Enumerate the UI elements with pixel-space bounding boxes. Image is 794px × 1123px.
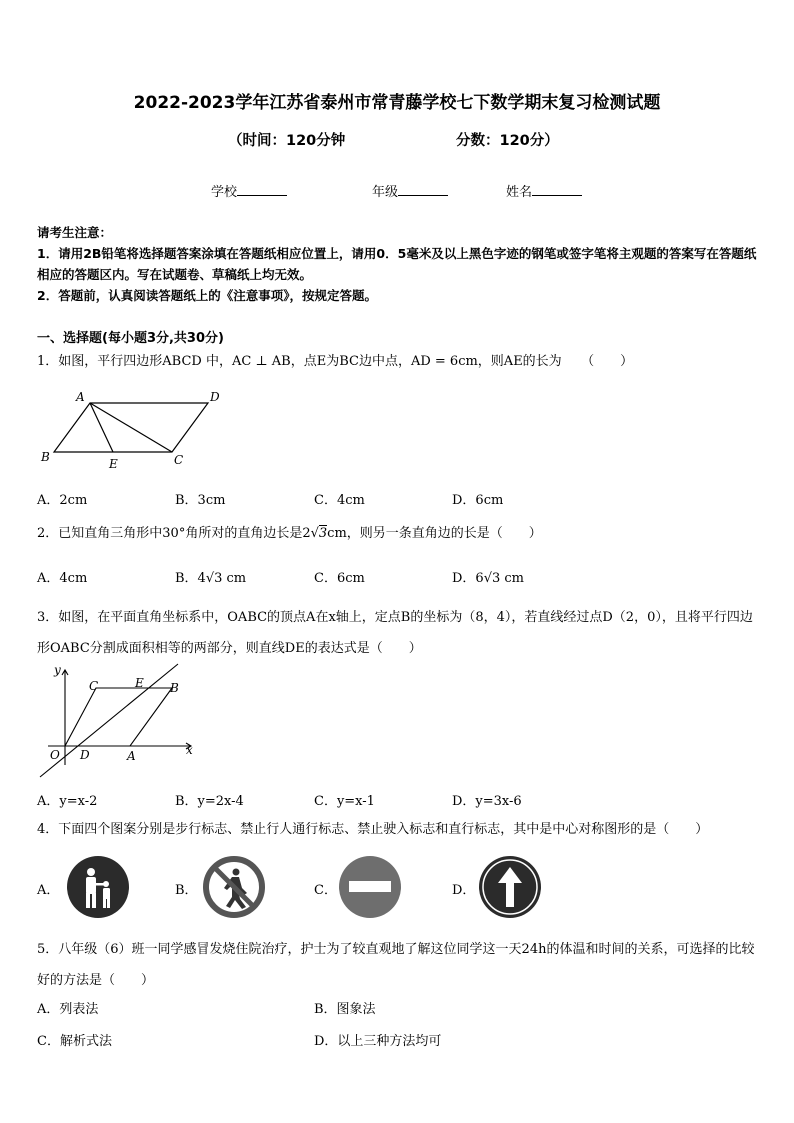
q5-option-c[interactable]: C．解析式法 [37,1034,112,1049]
exam-time: （时间：120分钟 [228,133,346,149]
grade-label: 年级 [372,185,399,200]
exam-score: 分数：120分） [456,133,559,149]
q1-option-c[interactable]: C．4cm [314,493,365,508]
name-label: 姓名 [506,185,533,200]
name-field [506,181,582,200]
page-title: 2022-2023学年江苏省泰州市常青藤学校七下数学期末复习检测试题 [133,93,661,113]
grade-field [372,181,448,200]
q3-option-b[interactable]: B．y=2x-4 [175,794,244,809]
q1-option-a[interactable]: A．2cm [37,493,88,508]
grade-blank [398,183,448,196]
q3-label-d: D [80,748,90,762]
q3-label-y: y [54,663,61,677]
q3-label-o: O [50,748,60,762]
question-5-text: 5．八年级（6）班一同学感冒发烧住院治疗，护士为了较直观地了解这位同学这一天24h的体温和时间的关系，可选择的比较好的方法是（ ） [37,942,755,988]
q5-option-d[interactable]: D．以上三种方法均可 [314,1034,442,1049]
q1-label-d: D [210,390,220,404]
q1-label-a: A [76,390,85,404]
q2-option-d[interactable]: D．6√3 cm [452,571,524,586]
school-label: 学校 [211,185,238,200]
q4-option-d[interactable]: D． [452,883,476,898]
q3-label-x: x [186,743,193,757]
q3-option-d[interactable]: D．y=3x-6 [452,794,522,809]
pedestrian-sign-icon [66,855,130,919]
q3-option-c[interactable]: C．y=x-1 [314,794,375,809]
q2-option-a[interactable]: A．4cm [37,571,88,586]
school-blank [237,183,287,196]
q3-label-a: A [127,749,136,763]
notice-item-1: 1．请用2B铅笔将选择题答案涂填在答题纸相应位置上，请用0．5毫米及以上黑色字迹的钢笔或签字笔将主观题的答案写在答题纸相应的答题区内。写在试题卷、草稿纸上均无效。 [37,246,757,282]
notice-item-2: 2．答题前，认真阅读答题纸上的《注意事项》，按规定答题。 [37,288,377,303]
q2-option-c[interactable]: C．6cm [314,571,365,586]
q4-option-a[interactable]: A． [37,883,60,898]
name-blank [532,183,582,196]
q2-option-b[interactable]: B．4√3 cm [175,571,247,586]
q5-option-a[interactable]: A．列表法 [37,1002,99,1017]
q1-option-b[interactable]: B．3cm [175,493,226,508]
question-4-text: 4．下面四个图案分别是步行标志、禁止行人通行标志、禁止驶入标志和直行标志，其中是中心对称图形的是（ ） [37,822,709,837]
no-entry-sign-icon [338,855,402,919]
straight-ahead-sign-icon [478,855,542,919]
q3-option-a[interactable]: A．y=x-2 [37,794,98,809]
q1-parallelogram-figure [36,386,236,476]
section-heading: 一、选择题(每小题3分,共30分) [37,331,224,346]
q3-coordinate-figure [36,660,206,780]
question-1-text: 1．如图，平行四边形ABCD 中，AC ⊥ AB，点E为BC边中点，AD = 6cm，则AE的长为 （ ） [37,354,634,369]
no-pedestrian-sign-icon [202,855,266,919]
q3-label-c: C [89,679,99,693]
q5-option-b[interactable]: B．图象法 [314,1002,376,1017]
sqrt3-symbol: √3 [310,526,328,541]
q4-option-b[interactable]: B． [175,883,198,898]
notice-heading: 请考生注意： [37,225,113,240]
question-3-text: 3．如图，在平面直角坐标系中，OABC的顶点A在x轴上，定点B的坐标为（8，4），若直线经过点D（2，0），且将平行四边形OABC分割成面积相等的两部分，则直线DE的表达式是（ ） [37,610,753,656]
q3-label-e: E [135,676,144,690]
q2-text-pre: 2．已知直角三角形中30°角所对的直角边长是2 [37,526,311,541]
school-field [211,181,287,200]
q4-option-c[interactable]: C． [314,883,337,898]
question-2-text [37,524,759,544]
q1-label-c: C [174,453,184,467]
q3-label-b: B [170,681,179,695]
q2-text-post: cm，则另一条直角边的长是（ ） [327,526,542,541]
q1-option-d[interactable]: D．6cm [452,493,504,508]
q1-label-b: B [41,450,50,464]
q1-label-e: E [109,457,118,471]
